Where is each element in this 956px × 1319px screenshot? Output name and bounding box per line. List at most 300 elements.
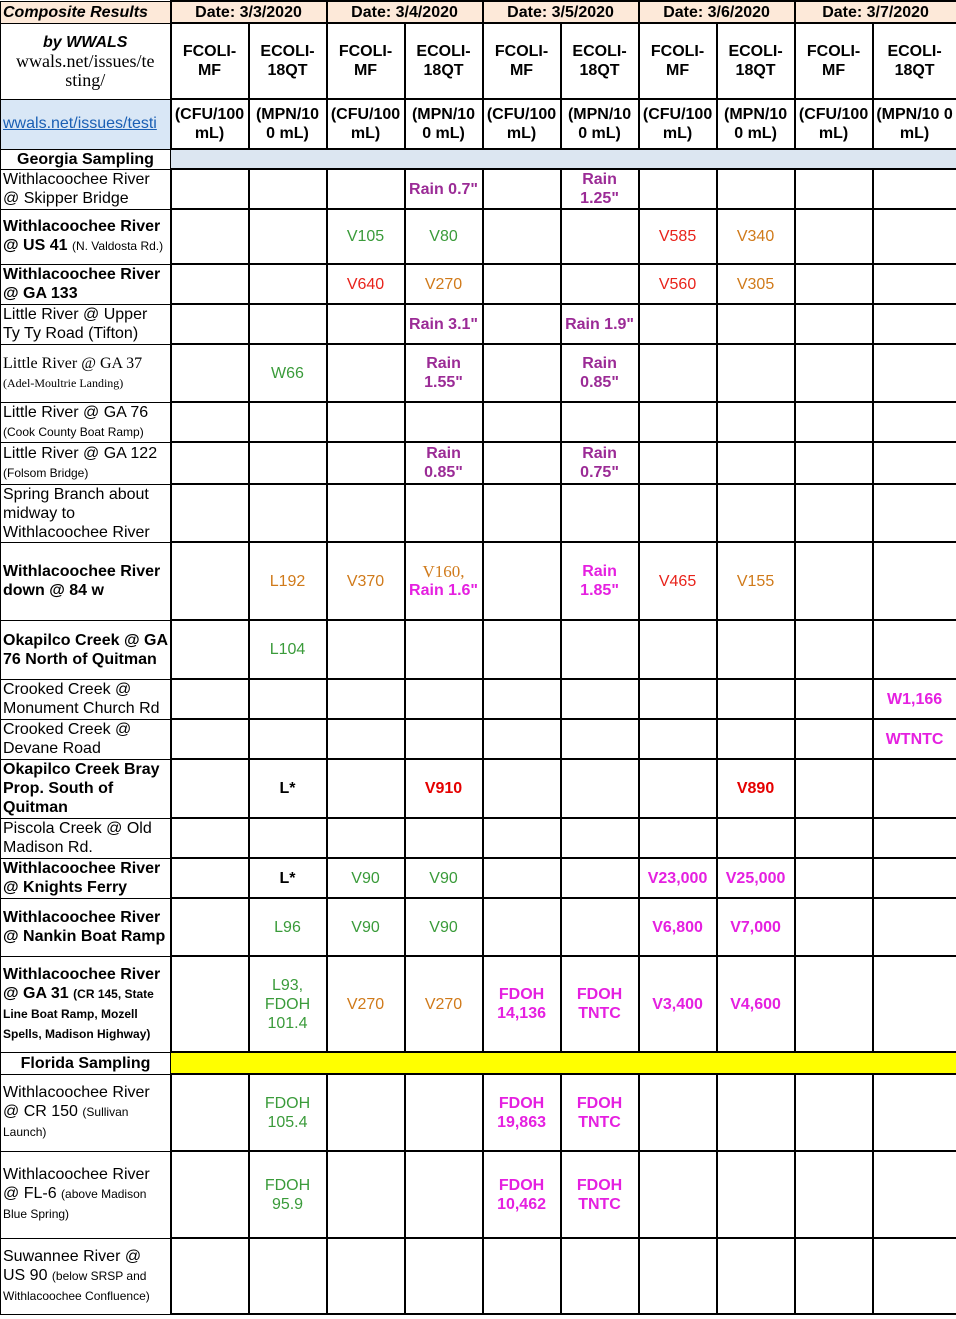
site-name bbox=[1, 169, 171, 209]
site-name bbox=[1, 679, 171, 719]
data-cell bbox=[795, 442, 873, 484]
data-cell: Rain 3.1" bbox=[405, 304, 483, 344]
data-cell bbox=[717, 1151, 795, 1238]
data-cell bbox=[873, 1074, 956, 1151]
site-name bbox=[1, 956, 171, 1052]
data-cell bbox=[405, 542, 483, 620]
data-cell bbox=[717, 484, 795, 542]
data-cell bbox=[873, 402, 956, 442]
data-cell: FDOH TNTC bbox=[561, 956, 639, 1052]
data-cell bbox=[873, 956, 956, 1052]
author-cell bbox=[1, 23, 171, 99]
data-cell: V90 bbox=[405, 898, 483, 956]
data-cell bbox=[639, 402, 717, 442]
site-sublabel: (Sullivan Launch) bbox=[3, 1105, 129, 1139]
data-cell: V465 bbox=[639, 542, 717, 620]
data-cell: V585 bbox=[639, 209, 717, 264]
unit-ecoli: (MPN/10 0 mL) bbox=[717, 99, 795, 149]
site-label: Little River @ Upper Ty Ty Road (Tifton) bbox=[3, 306, 148, 342]
data-cell bbox=[873, 209, 956, 264]
table-row bbox=[1, 344, 956, 402]
data-cell bbox=[561, 264, 639, 304]
data-cell bbox=[327, 344, 405, 402]
data-cell bbox=[561, 484, 639, 542]
data-cell bbox=[795, 898, 873, 956]
data-cell: V3,400 bbox=[639, 956, 717, 1052]
author-label: by WWALS bbox=[43, 33, 128, 51]
data-cell bbox=[795, 484, 873, 542]
data-cell bbox=[795, 759, 873, 818]
data-cell: FDOH 10,462 bbox=[483, 1151, 561, 1238]
date-header: Date: 3/6/2020 bbox=[639, 1, 795, 23]
table-row bbox=[1, 858, 956, 898]
site-label: Okapilco Creek Bray Prop. South of Quitman bbox=[3, 761, 160, 816]
column-header-ecoli: ECOLI-18QT bbox=[717, 23, 795, 99]
data-cell bbox=[873, 898, 956, 956]
data-cell bbox=[483, 209, 561, 264]
column-header-fcoli: FCOLI-MF bbox=[639, 23, 717, 99]
column-header-fcoli: FCOLI-MF bbox=[795, 23, 873, 99]
column-header-ecoli: ECOLI-18QT bbox=[405, 23, 483, 99]
date-header: Date: 3/3/2020 bbox=[171, 1, 327, 23]
data-cell: Rain 1.9" bbox=[561, 304, 639, 344]
data-cell bbox=[171, 1151, 249, 1238]
data-cell bbox=[483, 304, 561, 344]
data-cell: L93, FDOH 101.4 bbox=[249, 956, 327, 1052]
data-cell: Rain 0.7" bbox=[405, 169, 483, 209]
data-cell bbox=[249, 679, 327, 719]
data-cell bbox=[561, 679, 639, 719]
data-cell bbox=[795, 818, 873, 858]
site-label: Withlacoochee River @ Skipper Bridge bbox=[3, 171, 150, 207]
data-cell bbox=[171, 719, 249, 759]
data-cell bbox=[873, 1238, 956, 1314]
data-cell: V90 bbox=[327, 858, 405, 898]
data-cell bbox=[639, 1151, 717, 1238]
data-cell bbox=[327, 304, 405, 344]
data-cell: W66 bbox=[249, 344, 327, 402]
data-cell bbox=[795, 620, 873, 679]
data-cell: WTNTC bbox=[873, 719, 956, 759]
table-row bbox=[1, 719, 956, 759]
data-cell bbox=[483, 759, 561, 818]
data-cell: L96 bbox=[249, 898, 327, 956]
data-cell bbox=[483, 442, 561, 484]
column-header-fcoli: FCOLI-MF bbox=[483, 23, 561, 99]
data-cell bbox=[171, 542, 249, 620]
section-florida: Florida Sampling bbox=[1, 1052, 171, 1074]
data-cell: FDOH TNTC bbox=[561, 1074, 639, 1151]
author-url: wwals.net/issues/te sting/ bbox=[16, 50, 155, 90]
site-label: Piscola Creek @ Old Madison Rd. bbox=[3, 820, 152, 856]
data-cell bbox=[639, 169, 717, 209]
data-cell bbox=[171, 344, 249, 402]
data-cell bbox=[483, 858, 561, 898]
data-cell bbox=[717, 442, 795, 484]
data-cell: V25,000 bbox=[717, 858, 795, 898]
data-cell bbox=[327, 484, 405, 542]
data-cell bbox=[327, 169, 405, 209]
data-cell bbox=[171, 679, 249, 719]
data-cell bbox=[327, 1238, 405, 1314]
data-cell: V6,800 bbox=[639, 898, 717, 956]
data-cell bbox=[483, 818, 561, 858]
site-label: Crooked Creek @ Monument Church Rd bbox=[3, 681, 160, 717]
data-cell bbox=[405, 402, 483, 442]
column-header-fcoli: FCOLI-MF bbox=[171, 23, 249, 99]
site-sublabel: (Cook County Boat Ramp) bbox=[3, 424, 144, 439]
data-cell: Rain 0.85" bbox=[405, 442, 483, 484]
data-cell bbox=[561, 402, 639, 442]
data-cell bbox=[483, 264, 561, 304]
data-cell bbox=[639, 679, 717, 719]
data-cell bbox=[171, 818, 249, 858]
data-cell: V910 bbox=[405, 759, 483, 818]
table-row bbox=[1, 542, 956, 620]
site-sublabel: (N. Valdosta Rd.) bbox=[71, 239, 164, 253]
site-label: Withlacoochee River down @ 84 w bbox=[3, 563, 161, 599]
data-cell bbox=[795, 304, 873, 344]
data-cell bbox=[483, 719, 561, 759]
data-cell bbox=[795, 264, 873, 304]
data-cell bbox=[873, 858, 956, 898]
table-row bbox=[1, 620, 956, 679]
data-cell bbox=[717, 620, 795, 679]
column-header-ecoli: ECOLI-18QT bbox=[249, 23, 327, 99]
data-cell bbox=[873, 542, 956, 620]
data-cell bbox=[249, 818, 327, 858]
data-cell bbox=[249, 484, 327, 542]
site-label: Little River @ GA 76 bbox=[3, 403, 149, 421]
data-cell bbox=[327, 759, 405, 818]
data-cell: FDOH 95.9 bbox=[249, 1151, 327, 1238]
data-cell bbox=[405, 620, 483, 679]
data-cell bbox=[171, 620, 249, 679]
data-cell bbox=[873, 484, 956, 542]
site-name bbox=[1, 344, 171, 402]
data-cell bbox=[327, 1074, 405, 1151]
site-label: Withlacoochee River @ CR 150 bbox=[3, 1084, 150, 1120]
site-label: Little River @ GA 37 bbox=[3, 354, 143, 372]
data-cell bbox=[639, 1074, 717, 1151]
data-cell bbox=[795, 956, 873, 1052]
data-cell bbox=[795, 1074, 873, 1151]
site-label: Withlacoochee River @ FL-6 bbox=[3, 1166, 150, 1202]
site-name bbox=[1, 858, 171, 898]
site-label: Withlacoochee River @ GA 31 bbox=[3, 965, 161, 1002]
table-row bbox=[1, 679, 956, 719]
table-row bbox=[1, 818, 956, 858]
site-name bbox=[1, 759, 171, 818]
data-cell: FDOH TNTC bbox=[561, 1151, 639, 1238]
site-label: Withlacoochee River @ Nankin Boat Ramp bbox=[3, 909, 166, 945]
data-cell bbox=[561, 209, 639, 264]
date-header: Date: 3/4/2020 bbox=[327, 1, 483, 23]
data-cell bbox=[249, 719, 327, 759]
data-cell bbox=[639, 1238, 717, 1314]
data-cell bbox=[873, 264, 956, 304]
site-label: Crooked Creek @ Devane Road bbox=[3, 721, 132, 757]
site-label: Little River @ GA 122 bbox=[3, 444, 158, 462]
table-row bbox=[1, 304, 956, 344]
data-cell bbox=[171, 169, 249, 209]
data-cell bbox=[561, 1238, 639, 1314]
data-cell bbox=[561, 759, 639, 818]
data-cell bbox=[873, 1151, 956, 1238]
data-cell bbox=[483, 1238, 561, 1314]
data-cell bbox=[483, 484, 561, 542]
data-cell bbox=[483, 402, 561, 442]
table-row bbox=[1, 1074, 956, 1151]
data-cell bbox=[249, 209, 327, 264]
composite-title: Composite Results bbox=[1, 1, 171, 23]
site-name bbox=[1, 1151, 171, 1238]
data-cell bbox=[483, 344, 561, 402]
data-cell bbox=[327, 719, 405, 759]
unit-fcoli: (CFU/100 mL) bbox=[327, 99, 405, 149]
data-cell bbox=[171, 1238, 249, 1314]
data-cell bbox=[405, 1074, 483, 1151]
data-cell bbox=[795, 1151, 873, 1238]
data-cell bbox=[795, 719, 873, 759]
table-row bbox=[1, 898, 956, 956]
data-value: Rain 1.6" bbox=[409, 582, 478, 599]
data-cell bbox=[327, 620, 405, 679]
unit-fcoli: (CFU/100 mL) bbox=[171, 99, 249, 149]
site-label: Withlacoochee River @ Knights Ferry bbox=[3, 860, 161, 896]
data-cell bbox=[327, 402, 405, 442]
data-value: V160, bbox=[422, 562, 465, 581]
data-cell bbox=[171, 759, 249, 818]
site-name bbox=[1, 719, 171, 759]
data-cell bbox=[405, 719, 483, 759]
data-cell: V80 bbox=[405, 209, 483, 264]
data-cell: Rain 1.85" bbox=[561, 542, 639, 620]
site-sublabel: (CR 145, State Line Boat Ramp, Mozell Spells, Madison Highway) bbox=[3, 986, 154, 1041]
data-cell bbox=[639, 344, 717, 402]
data-cell bbox=[717, 1074, 795, 1151]
data-cell bbox=[327, 818, 405, 858]
data-cell: L* bbox=[249, 858, 327, 898]
data-cell bbox=[639, 442, 717, 484]
data-cell bbox=[327, 679, 405, 719]
date-header: Date: 3/7/2020 bbox=[795, 1, 956, 23]
data-cell bbox=[873, 304, 956, 344]
data-cell bbox=[639, 304, 717, 344]
data-cell bbox=[873, 818, 956, 858]
data-cell bbox=[405, 1151, 483, 1238]
column-header-ecoli: ECOLI-18QT bbox=[873, 23, 956, 99]
site-name bbox=[1, 620, 171, 679]
data-cell bbox=[561, 620, 639, 679]
section-band bbox=[171, 1052, 956, 1074]
data-cell bbox=[249, 1238, 327, 1314]
site-name bbox=[1, 542, 171, 620]
table-row bbox=[1, 1238, 956, 1314]
table-row bbox=[1, 1151, 956, 1238]
data-cell bbox=[717, 402, 795, 442]
data-cell bbox=[483, 679, 561, 719]
data-cell bbox=[483, 169, 561, 209]
data-cell: V270 bbox=[405, 956, 483, 1052]
data-cell bbox=[405, 484, 483, 542]
data-cell bbox=[873, 344, 956, 402]
data-cell bbox=[405, 1238, 483, 1314]
data-cell bbox=[873, 169, 956, 209]
data-cell bbox=[639, 759, 717, 818]
data-cell: V560 bbox=[639, 264, 717, 304]
unit-ecoli: (MPN/10 0 mL) bbox=[249, 99, 327, 149]
table-row bbox=[1, 264, 956, 304]
data-cell: V90 bbox=[327, 898, 405, 956]
site-sublabel: (below SRSP and Withlacoochee Confluence) bbox=[3, 1268, 150, 1303]
data-cell bbox=[171, 1074, 249, 1151]
data-cell bbox=[327, 442, 405, 484]
data-cell: L192 bbox=[249, 542, 327, 620]
data-cell: V340 bbox=[717, 209, 795, 264]
site-name bbox=[1, 442, 171, 484]
data-cell: W1,166 bbox=[873, 679, 956, 719]
data-cell bbox=[795, 858, 873, 898]
data-cell bbox=[249, 442, 327, 484]
data-cell bbox=[171, 402, 249, 442]
unit-fcoli: (CFU/100 mL) bbox=[639, 99, 717, 149]
data-cell bbox=[717, 304, 795, 344]
column-header-ecoli: ECOLI-18QT bbox=[561, 23, 639, 99]
column-header-fcoli: FCOLI-MF bbox=[327, 23, 405, 99]
data-cell: Rain 1.25" bbox=[561, 169, 639, 209]
data-cell: V90 bbox=[405, 858, 483, 898]
data-cell bbox=[171, 264, 249, 304]
data-cell: FDOH 14,136 bbox=[483, 956, 561, 1052]
testing-link[interactable]: wwals.net/issues/testi bbox=[1, 99, 171, 149]
data-cell bbox=[873, 759, 956, 818]
data-cell bbox=[717, 1238, 795, 1314]
table-row bbox=[1, 442, 956, 484]
data-cell bbox=[171, 209, 249, 264]
date-header: Date: 3/5/2020 bbox=[483, 1, 639, 23]
table-row bbox=[1, 209, 956, 264]
data-cell bbox=[639, 484, 717, 542]
data-cell bbox=[795, 679, 873, 719]
data-cell bbox=[561, 719, 639, 759]
data-cell: V155 bbox=[717, 542, 795, 620]
data-cell bbox=[795, 1238, 873, 1314]
data-cell bbox=[483, 898, 561, 956]
section-georgia: Georgia Sampling bbox=[1, 149, 171, 169]
site-name bbox=[1, 402, 171, 442]
site-label: Spring Branch about midway to Withlacoochee River bbox=[3, 485, 150, 541]
data-cell: V4,600 bbox=[717, 956, 795, 1052]
section-band bbox=[171, 149, 956, 169]
data-cell bbox=[795, 169, 873, 209]
site-name bbox=[1, 1074, 171, 1151]
data-cell bbox=[483, 542, 561, 620]
data-cell: V270 bbox=[405, 264, 483, 304]
data-cell bbox=[171, 858, 249, 898]
data-cell bbox=[561, 818, 639, 858]
data-cell bbox=[639, 620, 717, 679]
site-sublabel: (above Madison Blue Spring) bbox=[3, 1187, 147, 1221]
data-cell bbox=[171, 484, 249, 542]
data-cell bbox=[171, 442, 249, 484]
data-cell: V640 bbox=[327, 264, 405, 304]
data-cell: V7,000 bbox=[717, 898, 795, 956]
data-cell: V270 bbox=[327, 956, 405, 1052]
data-cell bbox=[249, 264, 327, 304]
site-name bbox=[1, 209, 171, 264]
site-name bbox=[1, 484, 171, 542]
site-label: Okapilco Creek @ GA 76 North of Quitman bbox=[3, 631, 168, 668]
data-cell bbox=[171, 956, 249, 1052]
site-label: Suwannee River @ US 90 bbox=[3, 1247, 142, 1284]
data-cell bbox=[873, 442, 956, 484]
data-cell: V890 bbox=[717, 759, 795, 818]
data-cell bbox=[249, 402, 327, 442]
data-cell bbox=[717, 679, 795, 719]
data-cell: FDOH 19,863 bbox=[483, 1074, 561, 1151]
data-cell bbox=[717, 344, 795, 402]
data-cell bbox=[483, 620, 561, 679]
data-cell bbox=[717, 719, 795, 759]
data-cell bbox=[561, 858, 639, 898]
data-cell: FDOH 105.4 bbox=[249, 1074, 327, 1151]
site-name bbox=[1, 818, 171, 858]
unit-ecoli: (MPN/10 0 mL) bbox=[561, 99, 639, 149]
data-cell bbox=[717, 818, 795, 858]
site-sublabel: (Folsom Bridge) bbox=[3, 465, 89, 480]
data-cell: V23,000 bbox=[639, 858, 717, 898]
site-sublabel: (Adel-Moultrie Landing) bbox=[3, 375, 124, 390]
data-cell bbox=[639, 818, 717, 858]
data-cell bbox=[249, 169, 327, 209]
data-cell bbox=[795, 402, 873, 442]
unit-ecoli: (MPN/10 0 mL) bbox=[873, 99, 956, 149]
data-cell: Rain 1.55" bbox=[405, 344, 483, 402]
data-cell bbox=[171, 898, 249, 956]
unit-ecoli: (MPN/10 0 mL) bbox=[405, 99, 483, 149]
data-cell bbox=[327, 1151, 405, 1238]
data-cell bbox=[639, 719, 717, 759]
site-name bbox=[1, 898, 171, 956]
data-cell: V305 bbox=[717, 264, 795, 304]
table-row bbox=[1, 402, 956, 442]
data-cell: Rain 0.75" bbox=[561, 442, 639, 484]
data-cell bbox=[873, 620, 956, 679]
table-row bbox=[1, 759, 956, 818]
data-cell bbox=[405, 818, 483, 858]
data-cell bbox=[171, 304, 249, 344]
unit-fcoli: (CFU/100 mL) bbox=[483, 99, 561, 149]
data-cell: V105 bbox=[327, 209, 405, 264]
data-cell bbox=[405, 679, 483, 719]
data-cell bbox=[249, 304, 327, 344]
data-cell bbox=[561, 898, 639, 956]
data-cell bbox=[795, 209, 873, 264]
data-cell: Rain 0.85" bbox=[561, 344, 639, 402]
site-label: Withlacoochee River @ US 41 bbox=[3, 218, 161, 254]
site-name bbox=[1, 1238, 171, 1314]
data-cell: L104 bbox=[249, 620, 327, 679]
unit-fcoli: (CFU/100 mL) bbox=[795, 99, 873, 149]
data-cell: V370 bbox=[327, 542, 405, 620]
data-cell bbox=[717, 169, 795, 209]
site-name bbox=[1, 304, 171, 344]
data-cell bbox=[795, 542, 873, 620]
table-row bbox=[1, 484, 956, 542]
site-name bbox=[1, 264, 171, 304]
data-cell: L* bbox=[249, 759, 327, 818]
